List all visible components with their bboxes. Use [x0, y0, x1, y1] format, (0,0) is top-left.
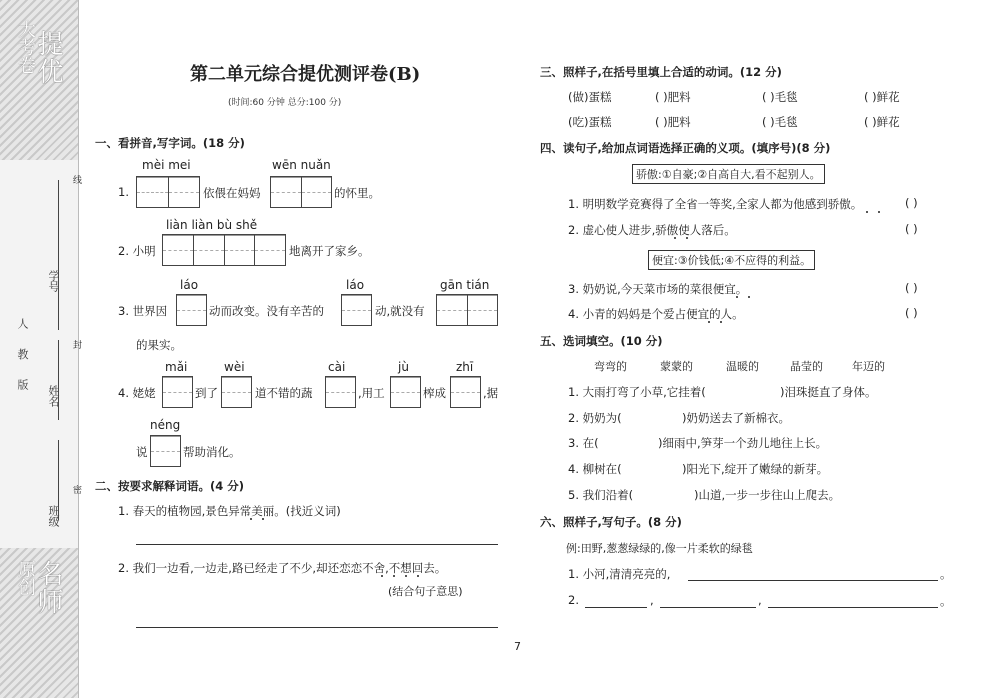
s3-r2-c4[interactable]: ( )鲜花	[864, 115, 900, 129]
s1-q3-writing-grid2[interactable]	[341, 294, 372, 326]
page-subtitle: (时间:60 分钟 总分:100 分)	[228, 98, 342, 108]
emphasis-dot	[878, 211, 880, 213]
s1-q1-writing-grid2[interactable]	[270, 176, 332, 208]
emphasis-dot	[686, 237, 688, 239]
s4-q2-answer[interactable]: ( )	[905, 222, 918, 236]
s4-definition-1: 骄傲:①自豪;②自高自大,看不起别人。	[632, 164, 825, 184]
s1-q3-text-a: 动而改变。没有辛苦的	[209, 304, 324, 318]
s1-q1-pinyin2: wēn nuǎn	[272, 158, 331, 172]
s1-q3-pinyin3: gān tián	[440, 278, 490, 292]
brand-top-small: 大考卷	[15, 20, 36, 74]
s5-q3-b: )细雨中,笋芽一个劲儿地往上长。	[658, 436, 828, 450]
s5-q1-b: )泪珠挺直了身体。	[780, 385, 877, 399]
emphasis-dot	[417, 575, 419, 577]
field-number: 学号	[47, 270, 60, 292]
field-line-3[interactable]	[58, 440, 59, 520]
emphasis-dot	[262, 518, 264, 520]
s1-q4-text-b: 道不错的蔬	[255, 386, 313, 400]
section4-heading: 四、读句子,给加点词语选择正确的义项。(填序号)(8 分)	[540, 141, 831, 155]
s4-q3-answer[interactable]: ( )	[905, 281, 918, 295]
brand-top: 提优	[33, 30, 63, 86]
s6-q1-answer-line[interactable]	[688, 580, 938, 581]
section6-heading: 六、照样子,写句子。(8 分)	[540, 515, 682, 529]
edition-label: 人 教 版	[16, 318, 29, 398]
emphasis-dot	[708, 321, 710, 323]
s1-q2-writing-grid[interactable]	[162, 234, 286, 266]
s1-q4-text-e: ,据	[483, 386, 499, 400]
s5-word-5: 年迈的	[852, 360, 885, 373]
s2-q1-answer-line[interactable]	[136, 544, 498, 545]
s1-q2-num: 2. 小明	[118, 244, 156, 258]
s4-q4-answer[interactable]: ( )	[905, 306, 918, 320]
emphasis-dot	[381, 575, 383, 577]
s5-word-4: 晶莹的	[790, 360, 823, 373]
s3-r2-c3[interactable]: ( )毛毯	[762, 115, 798, 129]
s5-q1-a: 1. 大雨打弯了小草,它挂着(	[568, 385, 706, 399]
s6-example: 例:田野,葱葱绿绿的,像一片柔软的绿毯	[566, 542, 753, 555]
s1-q1-text-mid: 依偎在妈妈	[203, 186, 261, 200]
s1-q3-writing-grid1[interactable]	[176, 294, 207, 326]
emphasis-dot	[866, 211, 868, 213]
s4-q1-text: 1. 明明数学竞赛得了全省一等奖,全家人都为他感到骄傲。	[568, 197, 863, 211]
s1-q3-num: 3. 世界因	[118, 304, 168, 318]
section5-heading: 五、选词填空。(10 分)	[540, 334, 663, 348]
s6-q1-text: 1. 小河,清清亮亮的,	[568, 567, 671, 581]
s4-q4-text: 4. 小青的妈妈是个爱占便宜的人。	[568, 307, 744, 321]
s1-q4-writing-grid6[interactable]	[150, 435, 181, 467]
s6-q2-comma-1: ,	[650, 593, 654, 607]
emphasis-dot	[405, 575, 407, 577]
field-name: 姓名	[47, 385, 60, 407]
section2-heading: 二、按要求解释词语。(4 分)	[95, 479, 245, 493]
s6-q2-line-1[interactable]	[585, 607, 647, 608]
s5-q2-a: 2. 奶奶为(	[568, 411, 622, 425]
field-line-2[interactable]	[58, 340, 59, 420]
s1-q1-pinyin1: mèi mei	[142, 158, 191, 172]
s1-q4-text-g: 帮助消化。	[183, 445, 241, 459]
s2-q1-text: 1. 春天的植物园,景色异常美丽。(找近义词)	[118, 504, 341, 518]
s2-q2-text: 2. 我们一边看,一边走,路已经走了不少,却还恋恋不舍,不想回去。	[118, 561, 447, 575]
s1-q3-text-c: 的果实。	[136, 338, 182, 352]
s5-word-3: 温暖的	[726, 360, 759, 373]
seal-word-1: 线	[71, 175, 81, 184]
brand-bottom-small: 原创	[15, 560, 36, 596]
s3-r2-c2[interactable]: ( )肥料	[655, 115, 691, 129]
s1-q3-writing-grid3[interactable]	[436, 294, 498, 326]
emphasis-dot	[674, 237, 676, 239]
s4-q1-answer[interactable]: ( )	[905, 196, 918, 210]
emphasis-dot	[393, 575, 395, 577]
s1-q2-text-end: 地离开了家乡。	[289, 244, 370, 258]
s1-q4-text-f: 说	[136, 445, 148, 459]
s3-r1-c3[interactable]: ( )毛毯	[762, 90, 798, 104]
s1-q4-writing-grid5[interactable]	[450, 376, 481, 408]
s1-q4-pinyin1: mǎi	[165, 360, 188, 374]
s1-q4-text-c: ,用工	[358, 386, 385, 400]
s1-q4-pinyin3: cài	[328, 360, 346, 374]
s3-r1-c4[interactable]: ( )鲜花	[864, 90, 900, 104]
section3-heading: 三、照样子,在括号里填上合适的动词。(12 分)	[540, 65, 782, 79]
s1-q4-pinyin4: jù	[398, 360, 409, 374]
seal-word-2: 封	[71, 340, 81, 349]
emphasis-dot	[250, 518, 252, 520]
s1-q4-pinyin2: wèi	[224, 360, 245, 374]
s1-q3-pinyin1: láo	[180, 278, 199, 292]
field-line-1[interactable]	[58, 180, 59, 330]
s6-q2-comma-2: ,	[758, 593, 762, 607]
sidebar	[0, 0, 79, 698]
field-class: 班级	[47, 505, 60, 527]
s4-q3-text: 3. 奶奶说,今天菜市场的菜很便宜。	[568, 282, 748, 296]
s1-q1-num: 1.	[118, 185, 129, 199]
page-number: 7	[514, 640, 521, 653]
s5-word-2: 蒙蒙的	[660, 360, 693, 373]
s1-q4-writing-grid3[interactable]	[325, 376, 356, 408]
s2-q2-note: (结合句子意思)	[388, 585, 463, 598]
s1-q2-pinyin: liàn liàn bù shě	[166, 218, 258, 232]
s1-q4-writing-grid4[interactable]	[390, 376, 421, 408]
s6-q2-num: 2.	[568, 593, 579, 607]
s5-q3-a: 3. 在(	[568, 436, 599, 450]
brand-bottom: 名师	[33, 560, 63, 616]
s5-q4-b: )阳光下,绽开了嫩绿的新芽。	[682, 462, 829, 476]
emphasis-dot	[748, 296, 750, 298]
s2-q2-answer-line[interactable]	[136, 627, 498, 628]
s4-definition-2: 便宜:③价钱低;④不应得的利益。	[648, 250, 815, 270]
s1-q4-pinyin6: néng	[150, 418, 181, 432]
s4-q2-text: 2. 虚心使人进步,骄傲使人落后。	[568, 223, 736, 237]
s5-q5-b: )山道,一步一步往山上爬去。	[694, 488, 841, 502]
s1-q4-writing-grid2[interactable]	[221, 376, 252, 408]
s5-word-1: 弯弯的	[594, 360, 627, 373]
section1-heading: 一、看拼音,写字词。(18 分)	[95, 136, 245, 150]
s5-q5-a: 5. 我们沿着(	[568, 488, 634, 502]
s6-q2-line-2[interactable]	[660, 607, 756, 608]
s1-q4-writing-grid1[interactable]	[162, 376, 193, 408]
page-title: 第二单元综合提优测评卷(B)	[190, 64, 421, 85]
s3-r1-c1: (做)蛋糕	[568, 90, 612, 104]
s6-q1-end: 。	[940, 567, 952, 581]
s1-q3-text-b: 动,就没有	[375, 304, 425, 318]
s1-q4-num: 4. 姥姥	[118, 386, 156, 400]
s1-q4-text-a: 到了	[195, 386, 218, 400]
s5-q2-b: )奶奶送去了新棉衣。	[682, 411, 790, 425]
s1-q4-pinyin5: zhī	[456, 360, 474, 374]
s1-q1-writing-grid1[interactable]	[136, 176, 200, 208]
s6-q2-line-3[interactable]	[768, 607, 938, 608]
s5-q4-a: 4. 柳树在(	[568, 462, 622, 476]
s1-q4-text-d: 榨成	[423, 386, 446, 400]
s6-q2-end: 。	[940, 594, 952, 608]
emphasis-dot	[736, 296, 738, 298]
s3-r1-c2[interactable]: ( )肥料	[655, 90, 691, 104]
s1-q3-pinyin2: láo	[346, 278, 365, 292]
seal-word-3: 密	[71, 485, 81, 494]
emphasis-dot	[720, 321, 722, 323]
s3-r2-c1: (吃)蛋糕	[568, 115, 612, 129]
s1-q1-text-end: 的怀里。	[334, 186, 380, 200]
